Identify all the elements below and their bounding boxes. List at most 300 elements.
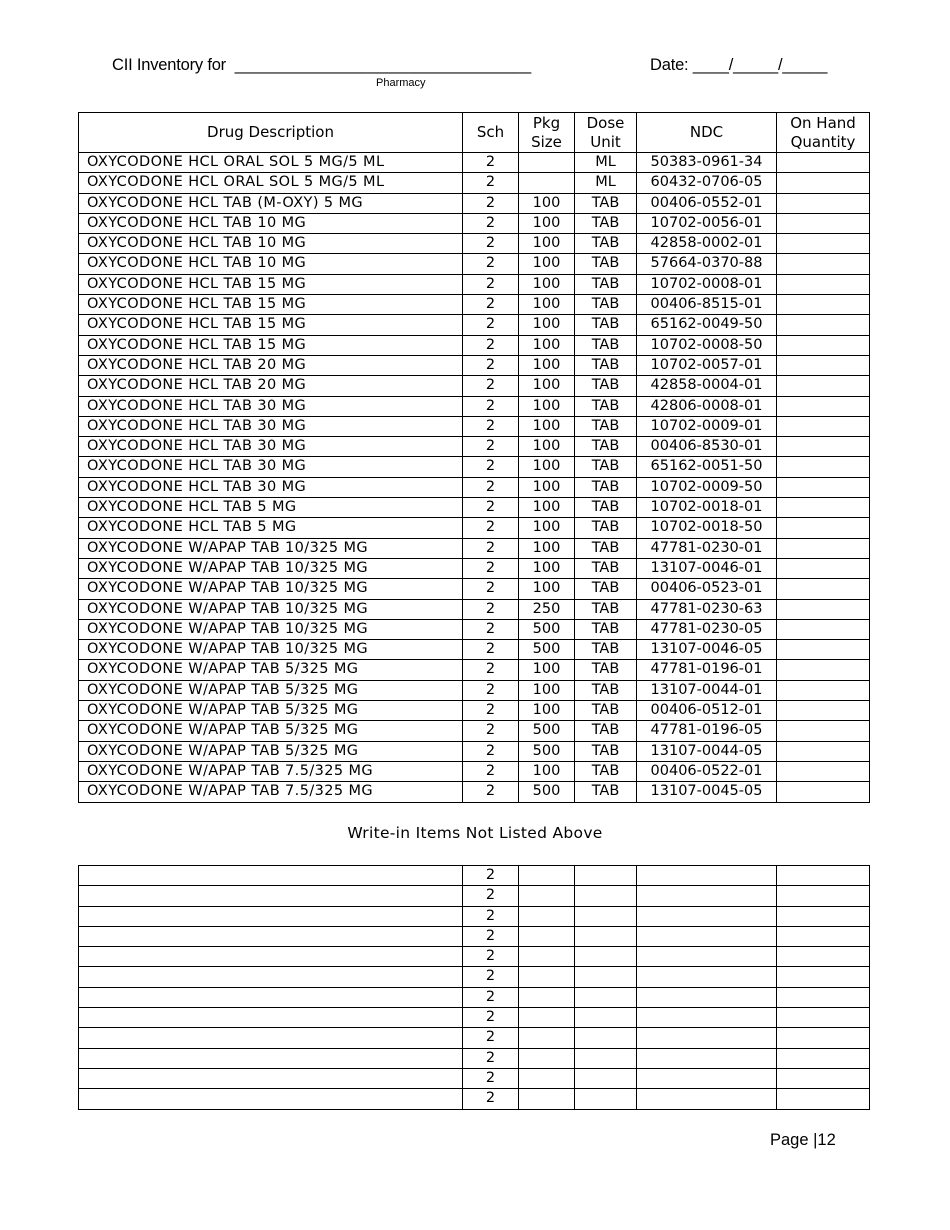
sch-cell: 2: [463, 1089, 519, 1109]
on-hand-quantity-cell[interactable]: [777, 886, 870, 906]
table-row: [79, 518, 870, 538]
sch-cell: 2: [463, 1068, 519, 1088]
table-row: [79, 254, 870, 274]
on-hand-quantity-cell[interactable]: [777, 315, 870, 335]
on-hand-quantity-cell[interactable]: [777, 987, 870, 1007]
on-hand-quantity-cell[interactable]: [777, 153, 870, 173]
on-hand-quantity-cell[interactable]: [777, 538, 870, 558]
table-row: [79, 1008, 870, 1028]
on-hand-quantity-cell[interactable]: [777, 254, 870, 274]
table-row: [79, 498, 870, 518]
drug-description-cell[interactable]: [79, 906, 463, 926]
drug-description-cell: OXYCODONE HCL TAB 30 MG: [79, 457, 463, 477]
table-row: [79, 1048, 870, 1068]
on-hand-quantity-cell[interactable]: [777, 721, 870, 741]
table-row: [79, 295, 870, 315]
pkg-size-cell: 100: [519, 193, 575, 213]
ndc-cell[interactable]: [637, 1008, 777, 1028]
dose-unit-cell[interactable]: [575, 947, 637, 967]
on-hand-quantity-cell[interactable]: [777, 396, 870, 416]
on-hand-quantity-cell[interactable]: [777, 234, 870, 254]
dose-unit-cell: TAB: [575, 457, 637, 477]
table-row: [79, 680, 870, 700]
on-hand-quantity-cell[interactable]: [777, 741, 870, 761]
dose-unit-cell: TAB: [575, 518, 637, 538]
on-hand-quantity-cell[interactable]: [777, 1048, 870, 1068]
drug-description-cell: OXYCODONE HCL TAB 15 MG: [79, 295, 463, 315]
page-number: Page |12: [770, 1131, 836, 1149]
sch-cell: 2: [463, 599, 519, 619]
date-field[interactable]: Date: ____/_____/_____: [650, 56, 828, 74]
pkg-size-cell: 500: [519, 640, 575, 660]
ndc-cell: 50383-0961-34: [637, 153, 777, 173]
table-row: [79, 721, 870, 741]
ndc-cell: 00406-0512-01: [637, 701, 777, 721]
table-row: [79, 987, 870, 1007]
pkg-size-cell: 100: [519, 579, 575, 599]
table-row: [79, 416, 870, 436]
on-hand-quantity-cell[interactable]: [777, 335, 870, 355]
on-hand-quantity-cell[interactable]: [777, 355, 870, 375]
on-hand-quantity-cell[interactable]: [777, 416, 870, 436]
on-hand-quantity-cell[interactable]: [777, 1068, 870, 1088]
title-prefix: CII Inventory for: [112, 56, 226, 74]
dose-unit-cell: TAB: [575, 782, 637, 802]
sch-cell: 2: [463, 234, 519, 254]
sch-cell: 2: [463, 926, 519, 946]
ndc-cell: 10702-0008-50: [637, 335, 777, 355]
sch-cell: 2: [463, 987, 519, 1007]
pkg-size-cell: 100: [519, 254, 575, 274]
sch-cell: 2: [463, 437, 519, 457]
ndc-cell: 47781-0196-01: [637, 660, 777, 680]
sch-cell: 2: [463, 640, 519, 660]
drug-description-cell[interactable]: [79, 866, 463, 886]
pkg-size-cell: 100: [519, 761, 575, 781]
table-row: [79, 457, 870, 477]
sch-cell: 2: [463, 355, 519, 375]
ndc-cell: 13107-0045-05: [637, 782, 777, 802]
pkg-size-cell: 100: [519, 518, 575, 538]
table-row: [79, 866, 870, 886]
pkg-size-cell: 100: [519, 660, 575, 680]
drug-description-cell[interactable]: [79, 1068, 463, 1088]
drug-description-cell: OXYCODONE HCL TAB 20 MG: [79, 376, 463, 396]
dose-unit-cell: TAB: [575, 558, 637, 578]
sch-cell: 2: [463, 741, 519, 761]
pkg-size-cell[interactable]: [519, 947, 575, 967]
sch-cell: 2: [463, 967, 519, 987]
pkg-size-cell[interactable]: [519, 926, 575, 946]
dose-unit-cell: TAB: [575, 376, 637, 396]
on-hand-quantity-cell[interactable]: [777, 295, 870, 315]
ndc-cell: 10702-0057-01: [637, 355, 777, 375]
pkg-size-cell[interactable]: [519, 866, 575, 886]
ndc-cell[interactable]: [637, 886, 777, 906]
on-hand-quantity-cell[interactable]: [777, 761, 870, 781]
pkg-size-cell[interactable]: [519, 987, 575, 1007]
dose-unit-cell[interactable]: [575, 866, 637, 886]
ndc-cell[interactable]: [637, 967, 777, 987]
pkg-size-cell: 500: [519, 741, 575, 761]
ndc-cell[interactable]: [637, 1048, 777, 1068]
on-hand-quantity-cell[interactable]: [777, 1008, 870, 1028]
drug-description-cell[interactable]: [79, 1008, 463, 1028]
table-row: [79, 619, 870, 639]
on-hand-quantity-cell[interactable]: [777, 599, 870, 619]
ndc-cell: 47781-0230-05: [637, 619, 777, 639]
ndc-cell: 10702-0008-01: [637, 274, 777, 294]
dose-unit-cell: TAB: [575, 193, 637, 213]
ndc-cell: 42858-0002-01: [637, 234, 777, 254]
dose-unit-cell: TAB: [575, 477, 637, 497]
table-row: [79, 701, 870, 721]
dose-unit-cell: TAB: [575, 213, 637, 233]
sch-cell: 2: [463, 1028, 519, 1048]
dose-unit-cell[interactable]: [575, 906, 637, 926]
on-hand-quantity-cell[interactable]: [777, 437, 870, 457]
sch-cell: 2: [463, 518, 519, 538]
dose-unit-cell: TAB: [575, 579, 637, 599]
sch-cell: 2: [463, 761, 519, 781]
drug-description-cell: OXYCODONE HCL TAB 5 MG: [79, 518, 463, 538]
drug-description-cell[interactable]: [79, 886, 463, 906]
table-row: [79, 234, 870, 254]
on-hand-quantity-cell[interactable]: [777, 640, 870, 660]
dose-unit-cell: TAB: [575, 274, 637, 294]
pkg-size-cell: 100: [519, 355, 575, 375]
on-hand-quantity-cell[interactable]: [777, 579, 870, 599]
table-row: [79, 660, 870, 680]
dose-unit-cell: TAB: [575, 254, 637, 274]
on-hand-quantity-cell[interactable]: [777, 558, 870, 578]
dose-unit-cell: TAB: [575, 660, 637, 680]
on-hand-quantity-cell[interactable]: [777, 213, 870, 233]
sch-cell: 2: [463, 866, 519, 886]
dose-unit-cell[interactable]: [575, 1068, 637, 1088]
sch-cell: 2: [463, 295, 519, 315]
on-hand-quantity-cell[interactable]: [777, 477, 870, 497]
drug-description-cell[interactable]: [79, 967, 463, 987]
on-hand-quantity-cell[interactable]: [777, 660, 870, 680]
drug-description-cell: OXYCODONE HCL ORAL SOL 5 MG/5 ML: [79, 173, 463, 193]
pkg-size-cell[interactable]: [519, 1068, 575, 1088]
drug-description-cell: OXYCODONE HCL TAB 30 MG: [79, 477, 463, 497]
pkg-size-cell[interactable]: [519, 906, 575, 926]
ndc-cell[interactable]: [637, 1028, 777, 1048]
drug-description-cell: OXYCODONE W/APAP TAB 10/325 MG: [79, 538, 463, 558]
drug-description-cell[interactable]: [79, 947, 463, 967]
dose-unit-cell[interactable]: [575, 886, 637, 906]
sch-cell: 2: [463, 254, 519, 274]
dose-unit-cell[interactable]: [575, 1008, 637, 1028]
sch-cell: 2: [463, 416, 519, 436]
drug-description-cell: OXYCODONE HCL TAB 30 MG: [79, 437, 463, 457]
sch-cell: 2: [463, 619, 519, 639]
sch-cell: 2: [463, 660, 519, 680]
dose-unit-cell: TAB: [575, 396, 637, 416]
dose-unit-cell: TAB: [575, 538, 637, 558]
sch-cell: 2: [463, 274, 519, 294]
drug-description-cell: OXYCODONE HCL TAB 15 MG: [79, 335, 463, 355]
on-hand-quantity-cell[interactable]: [777, 967, 870, 987]
drug-description-cell: OXYCODONE W/APAP TAB 10/325 MG: [79, 640, 463, 660]
sch-cell: 2: [463, 498, 519, 518]
table-row: [79, 906, 870, 926]
dose-unit-cell: TAB: [575, 721, 637, 741]
table-row: [79, 579, 870, 599]
table-row: [79, 376, 870, 396]
pkg-size-cell[interactable]: [519, 886, 575, 906]
pharmacy-name-field[interactable]: _________________________________: [234, 56, 531, 74]
sch-cell: 2: [463, 193, 519, 213]
ndc-cell: 65162-0051-50: [637, 457, 777, 477]
drug-description-cell[interactable]: [79, 987, 463, 1007]
ndc-cell: 47781-0230-63: [637, 599, 777, 619]
on-hand-quantity-cell[interactable]: [777, 947, 870, 967]
dose-unit-cell: TAB: [575, 416, 637, 436]
pkg-size-cell[interactable]: [519, 1048, 575, 1068]
pkg-size-cell: 100: [519, 457, 575, 477]
pkg-size-cell[interactable]: [519, 1028, 575, 1048]
dose-unit-cell[interactable]: [575, 926, 637, 946]
table-row: [79, 1089, 870, 1109]
dose-unit-cell: TAB: [575, 761, 637, 781]
dose-unit-cell: TAB: [575, 335, 637, 355]
table-row: [79, 153, 870, 173]
table-row: [79, 967, 870, 987]
ndc-cell: 57664-0370-88: [637, 254, 777, 274]
ndc-cell: 00406-8515-01: [637, 295, 777, 315]
pkg-size-cell: 100: [519, 234, 575, 254]
write-in-table: [78, 865, 870, 1110]
sch-cell: 2: [463, 782, 519, 802]
on-hand-quantity-cell[interactable]: [777, 680, 870, 700]
drug-description-cell[interactable]: [79, 926, 463, 946]
ndc-cell: 13107-0044-05: [637, 741, 777, 761]
ndc-cell: 47781-0230-01: [637, 538, 777, 558]
sch-cell: 2: [463, 173, 519, 193]
dose-unit-cell: TAB: [575, 599, 637, 619]
on-hand-quantity-cell[interactable]: [777, 701, 870, 721]
drug-description-cell: OXYCODONE HCL TAB 10 MG: [79, 254, 463, 274]
ndc-cell[interactable]: [637, 926, 777, 946]
dose-unit-cell: TAB: [575, 741, 637, 761]
drug-description-cell: OXYCODONE HCL TAB 15 MG: [79, 315, 463, 335]
header-ndc: NDC: [637, 113, 777, 153]
sch-cell: 2: [463, 538, 519, 558]
pkg-size-cell: 100: [519, 538, 575, 558]
dose-unit-cell[interactable]: [575, 987, 637, 1007]
pkg-size-cell: 100: [519, 315, 575, 335]
table-row: [79, 335, 870, 355]
drug-description-cell: OXYCODONE W/APAP TAB 7.5/325 MG: [79, 761, 463, 781]
on-hand-quantity-cell[interactable]: [777, 782, 870, 802]
sch-cell: 2: [463, 886, 519, 906]
pkg-size-cell: 100: [519, 680, 575, 700]
ndc-cell: 00406-8530-01: [637, 437, 777, 457]
on-hand-quantity-cell[interactable]: [777, 376, 870, 396]
drug-description-cell: OXYCODONE W/APAP TAB 10/325 MG: [79, 558, 463, 578]
on-hand-quantity-cell[interactable]: [777, 619, 870, 639]
drug-description-cell: OXYCODONE W/APAP TAB 5/325 MG: [79, 741, 463, 761]
table-row: [79, 741, 870, 761]
dose-unit-cell[interactable]: [575, 967, 637, 987]
table-row: [79, 274, 870, 294]
inventory-table: [78, 112, 870, 803]
pharmacy-label: Pharmacy: [376, 77, 426, 89]
header-sch: Sch: [463, 113, 519, 153]
on-hand-quantity-cell[interactable]: [777, 498, 870, 518]
drug-description-cell[interactable]: [79, 1028, 463, 1048]
sch-cell: 2: [463, 558, 519, 578]
ndc-cell: 60432-0706-05: [637, 173, 777, 193]
table-row: [79, 599, 870, 619]
dose-unit-cell: TAB: [575, 234, 637, 254]
drug-description-cell[interactable]: [79, 1048, 463, 1068]
table-row: [79, 886, 870, 906]
drug-description-cell: OXYCODONE HCL TAB 20 MG: [79, 355, 463, 375]
pkg-size-cell: 100: [519, 376, 575, 396]
drug-description-cell: OXYCODONE W/APAP TAB 5/325 MG: [79, 660, 463, 680]
pkg-size-cell: [519, 153, 575, 173]
on-hand-quantity-cell[interactable]: [777, 518, 870, 538]
header-drug-description: Drug Description: [79, 113, 463, 153]
table-row: [79, 355, 870, 375]
header-on-hand-quantity: On Hand Quantity: [777, 113, 870, 153]
inventory-title: [112, 56, 531, 75]
drug-description-cell: OXYCODONE HCL TAB 10 MG: [79, 234, 463, 254]
on-hand-quantity-cell[interactable]: [777, 906, 870, 926]
on-hand-quantity-cell[interactable]: [777, 457, 870, 477]
dose-unit-cell: TAB: [575, 701, 637, 721]
ndc-cell: 10702-0018-50: [637, 518, 777, 538]
on-hand-quantity-cell[interactable]: [777, 274, 870, 294]
sch-cell: 2: [463, 579, 519, 599]
on-hand-quantity-cell[interactable]: [777, 1089, 870, 1109]
sch-cell: 2: [463, 396, 519, 416]
pkg-size-cell: [519, 173, 575, 193]
pkg-size-cell: 100: [519, 213, 575, 233]
sch-cell: 2: [463, 906, 519, 926]
ndc-cell: 42806-0008-01: [637, 396, 777, 416]
table-row: [79, 782, 870, 802]
pkg-size-cell: 100: [519, 416, 575, 436]
dose-unit-cell[interactable]: [575, 1028, 637, 1048]
sch-cell: 2: [463, 335, 519, 355]
drug-description-cell[interactable]: [79, 1089, 463, 1109]
ndc-cell[interactable]: [637, 866, 777, 886]
pkg-size-cell: 100: [519, 396, 575, 416]
pkg-size-cell: 100: [519, 558, 575, 578]
sch-cell: 2: [463, 721, 519, 741]
drug-description-cell: OXYCODONE HCL TAB 5 MG: [79, 498, 463, 518]
pkg-size-cell[interactable]: [519, 1089, 575, 1109]
table-row: [79, 315, 870, 335]
dose-unit-cell: TAB: [575, 355, 637, 375]
on-hand-quantity-cell[interactable]: [777, 1028, 870, 1048]
ndc-cell[interactable]: [637, 906, 777, 926]
pkg-size-cell[interactable]: [519, 1008, 575, 1028]
ndc-cell: 65162-0049-50: [637, 315, 777, 335]
sch-cell: 2: [463, 947, 519, 967]
drug-description-cell: OXYCODONE HCL TAB (M-OXY) 5 MG: [79, 193, 463, 213]
on-hand-quantity-cell[interactable]: [777, 173, 870, 193]
ndc-cell: 13107-0046-01: [637, 558, 777, 578]
on-hand-quantity-cell[interactable]: [777, 866, 870, 886]
drug-description-cell: OXYCODONE W/APAP TAB 5/325 MG: [79, 680, 463, 700]
ndc-cell: 42858-0004-01: [637, 376, 777, 396]
table-row: [79, 173, 870, 193]
sch-cell: 2: [463, 477, 519, 497]
ndc-cell: 00406-0552-01: [637, 193, 777, 213]
dose-unit-cell[interactable]: [575, 1048, 637, 1068]
sch-cell: 2: [463, 457, 519, 477]
ndc-cell: 47781-0196-05: [637, 721, 777, 741]
pkg-size-cell: 100: [519, 498, 575, 518]
pkg-size-cell: 100: [519, 701, 575, 721]
on-hand-quantity-cell[interactable]: [777, 926, 870, 946]
pkg-size-cell[interactable]: [519, 967, 575, 987]
sch-cell: 2: [463, 1008, 519, 1028]
ndc-cell[interactable]: [637, 987, 777, 1007]
dose-unit-cell: TAB: [575, 437, 637, 457]
ndc-cell[interactable]: [637, 1089, 777, 1109]
drug-description-cell: OXYCODONE HCL TAB 15 MG: [79, 274, 463, 294]
table-row: [79, 193, 870, 213]
table-row: [79, 1028, 870, 1048]
drug-description-cell: OXYCODONE W/APAP TAB 10/325 MG: [79, 579, 463, 599]
pkg-size-cell: 100: [519, 274, 575, 294]
header-dose-unit: Dose Unit: [575, 113, 637, 153]
sch-cell: 2: [463, 680, 519, 700]
sch-cell: 2: [463, 1048, 519, 1068]
pkg-size-cell: 100: [519, 437, 575, 457]
pkg-size-cell: 100: [519, 477, 575, 497]
on-hand-quantity-cell[interactable]: [777, 193, 870, 213]
table-row: [79, 437, 870, 457]
ndc-cell[interactable]: [637, 1068, 777, 1088]
dose-unit-cell: TAB: [575, 498, 637, 518]
ndc-cell[interactable]: [637, 947, 777, 967]
drug-description-cell: OXYCODONE W/APAP TAB 10/325 MG: [79, 599, 463, 619]
ndc-cell: 10702-0056-01: [637, 213, 777, 233]
dose-unit-cell: TAB: [575, 619, 637, 639]
table-row: [79, 926, 870, 946]
table-header-row: [79, 113, 870, 153]
dose-unit-cell: TAB: [575, 680, 637, 700]
table-row: [79, 538, 870, 558]
table-row: [79, 477, 870, 497]
sch-cell: 2: [463, 376, 519, 396]
dose-unit-cell: ML: [575, 153, 637, 173]
pkg-size-cell: 100: [519, 295, 575, 315]
dose-unit-cell: TAB: [575, 315, 637, 335]
sch-cell: 2: [463, 315, 519, 335]
dose-unit-cell[interactable]: [575, 1089, 637, 1109]
drug-description-cell: OXYCODONE W/APAP TAB 7.5/325 MG: [79, 782, 463, 802]
dose-unit-cell: TAB: [575, 640, 637, 660]
table-row: [79, 558, 870, 578]
drug-description-cell: OXYCODONE HCL ORAL SOL 5 MG/5 ML: [79, 153, 463, 173]
ndc-cell: 10702-0018-01: [637, 498, 777, 518]
table-row: [79, 640, 870, 660]
ndc-cell: 13107-0046-05: [637, 640, 777, 660]
table-row: [79, 761, 870, 781]
pkg-size-cell: 250: [519, 599, 575, 619]
sch-cell: 2: [463, 153, 519, 173]
table-row: [79, 213, 870, 233]
